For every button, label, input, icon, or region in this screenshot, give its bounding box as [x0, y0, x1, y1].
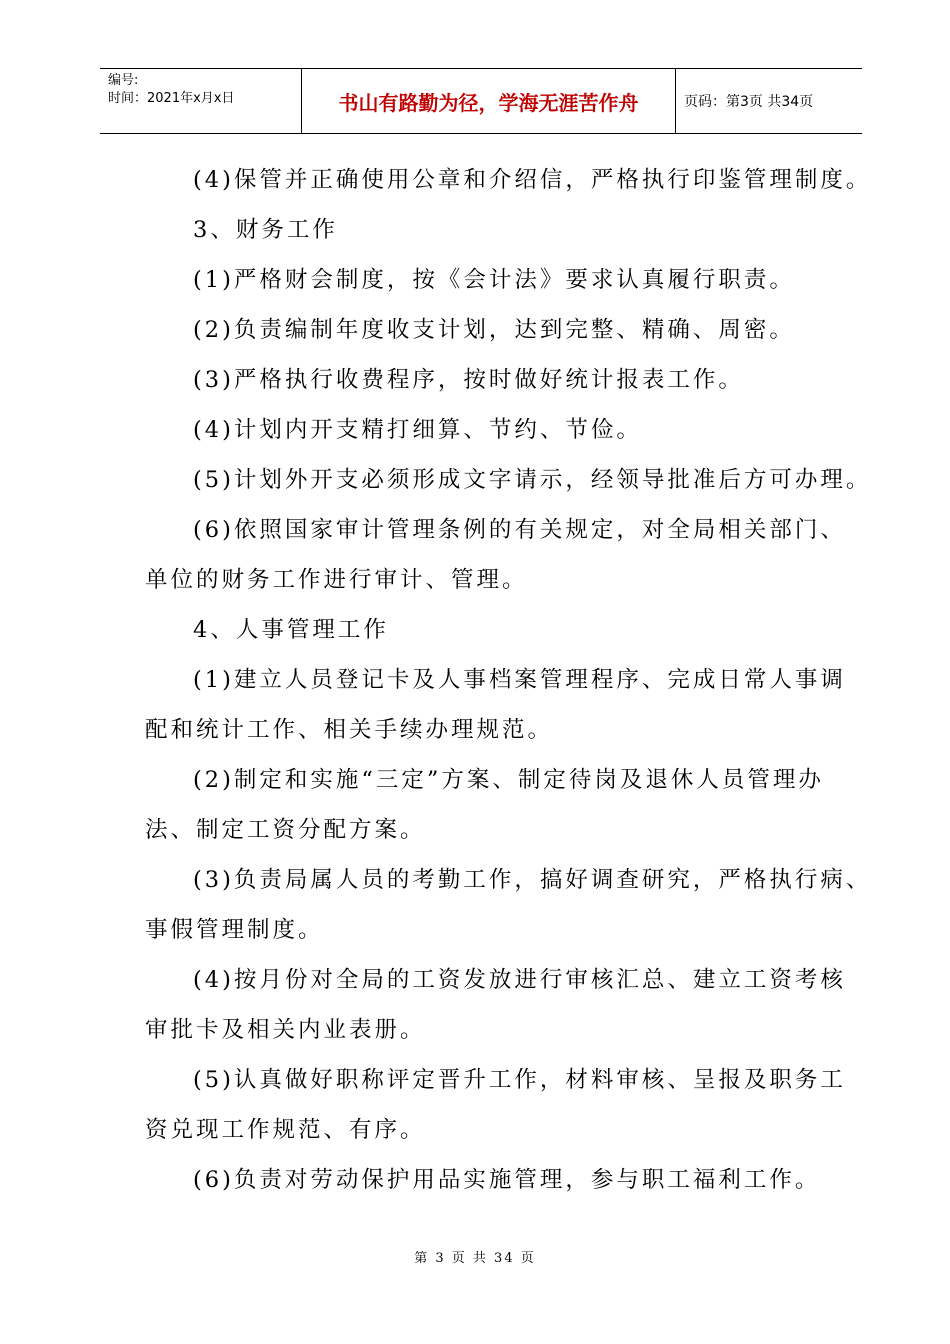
paragraph-line: (4)计划内开支精打细算、节约、节俭。: [193, 417, 642, 443]
paragraph-line: 法、制定工资分配方案。: [145, 817, 426, 843]
paragraph-line: (4)保管并正确使用公章和介绍信，严格执行印鉴管理制度。: [193, 167, 872, 193]
document-time-label: 时间：2021年x月x日: [108, 91, 235, 106]
paragraph-line: (3)严格执行收费程序，按时做好统计报表工作。: [193, 367, 744, 393]
document-number-label: 编号:: [108, 73, 139, 88]
paragraph-line: 单位的财务工作进行审计、管理。: [145, 567, 528, 593]
header-page-info: 页码：第3页 共34页: [684, 94, 814, 110]
paragraph-line: (6)依照国家审计管理条例的有关规定，对全局相关部门、: [193, 517, 846, 543]
paragraph-line: (1)建立人员登记卡及人事档案管理程序、完成日常人事调: [193, 667, 846, 693]
paragraph-line: (5)计划外开支必须形成文字请示，经领导批准后方可办理。: [193, 467, 872, 493]
paragraph-line: (6)负责对劳动保护用品实施管理，参与职工福利工作。: [193, 1167, 821, 1193]
paragraph-line: (3)负责局属人员的考勤工作，搞好调查研究，严格执行病、: [193, 867, 872, 893]
section-heading-finance: 3、财务工作: [193, 217, 338, 243]
paragraph-line: (1)严格财会制度，按《会计法》要求认真履行职责。: [193, 267, 795, 293]
section-heading-personnel: 4、人事管理工作: [193, 617, 389, 643]
paragraph-line: 审批卡及相关内业表册。: [145, 1017, 426, 1043]
document-header: [100, 68, 862, 134]
paragraph-line: (2)制定和实施“三定”方案、制定待岗及退休人员管理办: [193, 767, 824, 793]
paragraph-line: 资兑现工作规范、有序。: [145, 1117, 426, 1143]
paragraph-line: 事假管理制度。: [145, 917, 324, 943]
paragraph-line: (4)按月份对全局的工资发放进行审核汇总、建立工资考核: [193, 967, 846, 993]
paragraph-line: (5)认真做好职称评定晋升工作，材料审核、呈报及职务工: [193, 1067, 846, 1093]
page-footer: 第 3 页 共 34 页: [414, 1251, 536, 1266]
header-motto: 书山有路勤为径，学海无涯苦作舟: [302, 69, 676, 133]
paragraph-line: (2)负责编制年度收支计划，达到完整、精确、周密。: [193, 317, 795, 343]
header-meta: [100, 69, 302, 133]
paragraph-line: 配和统计工作、相关手续办理规范。: [145, 717, 554, 743]
